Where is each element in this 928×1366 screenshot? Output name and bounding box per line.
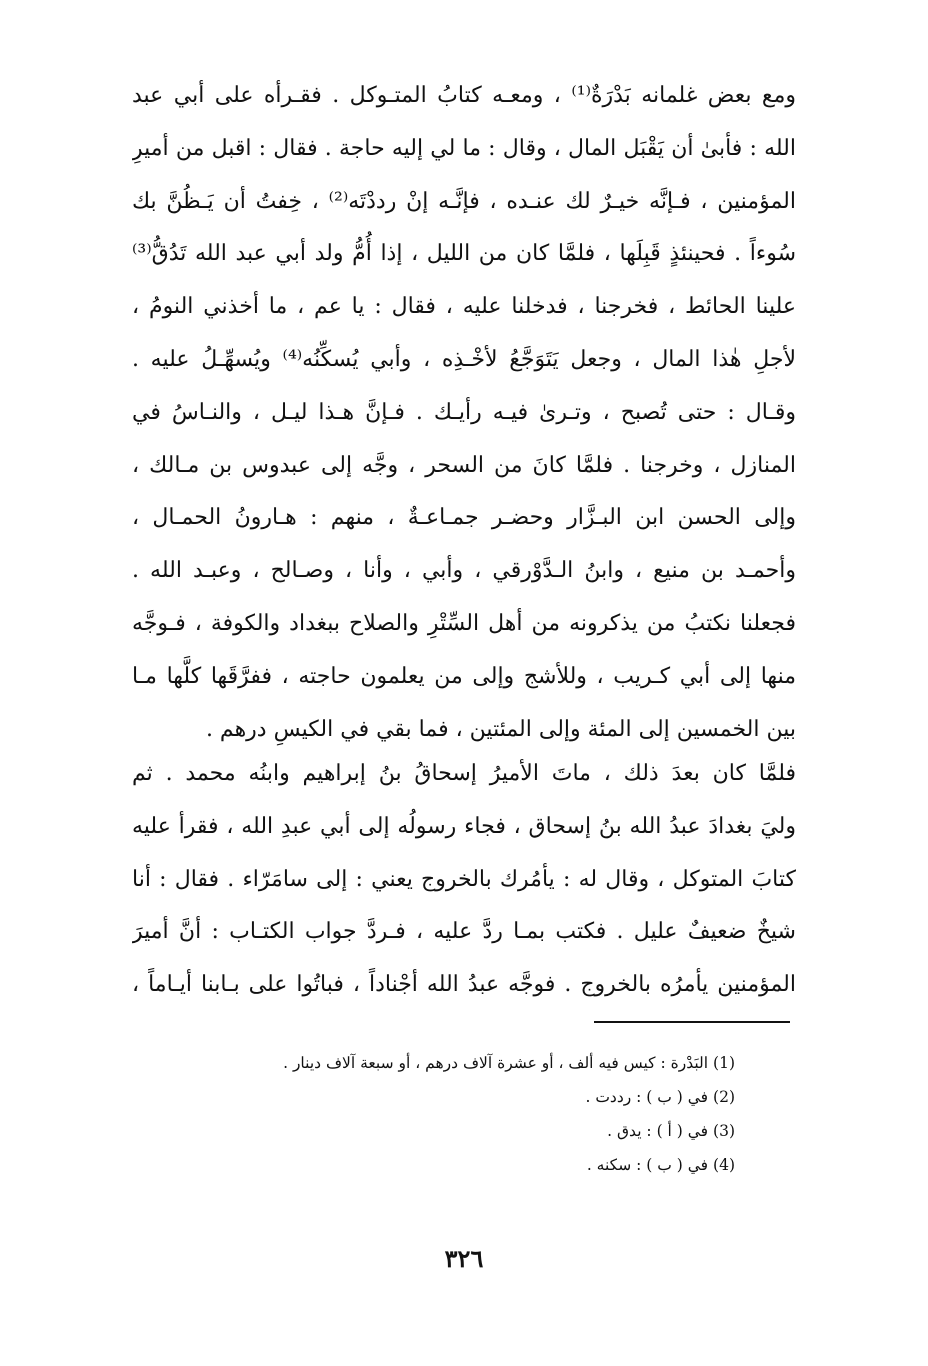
text-line: وإلى الحسن ابن البـزَّار وحضـر جمـاعـةٌ ، منهم : هـارونُ الحمـال ، (132, 505, 796, 531)
paragraph-1 (132, 70, 796, 756)
text-line: الله : فأبىٰ أن يَقْبَل المال ، وقال : ما لي إليه حاجة . فقال : اقبل من أميرِ (132, 135, 796, 161)
footnote-4: (4) في ( ب ) : سكنه . (586, 1156, 735, 1174)
text-line: شيخٌ ضعيفٌ عليل . فكتب بمـا ردَّ عليه ، فـردَّ جواب الكتـاب : أنَّ أميرَ (132, 919, 796, 945)
text-line-last: بين الخمسين إلى المئة وإلى المئتين ، فما بقي في الكيسِ درهم . (205, 716, 796, 742)
footnote-2: (2) في ( ب ) : رددت . (585, 1088, 735, 1106)
footnote-1: (1) البَدْرة : كيس فيه ألف ، أو عشرة آلاف درهم ، أو سبعة آلاف دينار . (283, 1054, 735, 1072)
text-line: سُوءاً . فحينئذٍ قَبِلَها ، فلمَّا كان من الليل ، إذا أُمُّ ولد أبي عبد الله تَدُقُّ⁽³⁾ (132, 241, 796, 267)
text-line: المنازل ، وخرجنا . فلمَّا كانَ من السحر ، وجَّه إلى عبدوس بن مـالك ، (132, 452, 796, 478)
text-line: فلمَّا كان بعدَ ذلك ، ماتَ الأميرُ إسحاقُ بنُ إبراهيم وابنُه محمد . ثم (132, 761, 796, 786)
text-line: المؤمنين يأمرُه بالخروج . فوجَّه عبدُ الله أجْناداً ، فباتُوا على بـابنا أيـاماً ، (132, 972, 796, 998)
page-number: ٣٢٦ (444, 1244, 484, 1273)
text-line: وليَ بغدادَ عبدُ الله بنُ إسحاق ، فجاء رسولُه إلى أبي عبدِ الله ، فقرأ عليه (132, 813, 796, 839)
text-line: ومع بعض غلمانه بَدْرَةٌ⁽¹⁾ ، ومعـه كتابُ المتـوكل . فقـرأه على أبي عبد (132, 83, 796, 108)
text-line: فجعلنا نكتبُ من يذكرونه من أهل السِّتْرِ والصلاح ببغداد والكوفة ، فـوجَّه (132, 610, 796, 636)
footnote-3: (3) في ( أ ) : يدق . (607, 1122, 735, 1140)
text-line: لأجلِ هٰذا المال ، وجعل يَتَوَجَّعُ لأخْـذِه ، وأبي يُسكِّنُه⁽⁴⁾ ويُسهِّـلُ عليه . (132, 346, 796, 372)
text-line: وقـال : حتى تُصبح ، وتـرىٰ فيـه رأيـك . فـإنَّ هـذا ليـل ، والنـاسُ في (132, 399, 796, 425)
text-line: كتابَ المتوكل ، وقال له : يأمُرك بالخروج يعني : إلى سامَرّاء . فقال : أنا (132, 866, 796, 892)
footnotes (200, 1046, 735, 1182)
text-line: علينا الحائط ، فخرجنا ، فدخلنا عليه ، فقال : يا عم ، ما أخذني النومُ ، (132, 294, 796, 320)
text-line: وأحمـد بن منيع ، وابنُ الـدَّوْرقي ، وأبي ، وأنا ، وصـالح ، وعبـد الله . (132, 558, 796, 584)
text-line: المؤمنين ، فـإنَّه خيـرٌ لك عنـده ، فإنَّـه إنْ رددْتَه⁽²⁾ ، خِفتُ أن يَـظُنَّ بك (132, 188, 796, 214)
text-line: منها إلى أبي كـريب ، وللأشج وإلى من يعلمون حاجته ، ففرَّقَها كلَّها مـا (132, 663, 796, 689)
paragraph-2 (132, 748, 796, 1012)
footnote-separator (594, 1021, 790, 1023)
